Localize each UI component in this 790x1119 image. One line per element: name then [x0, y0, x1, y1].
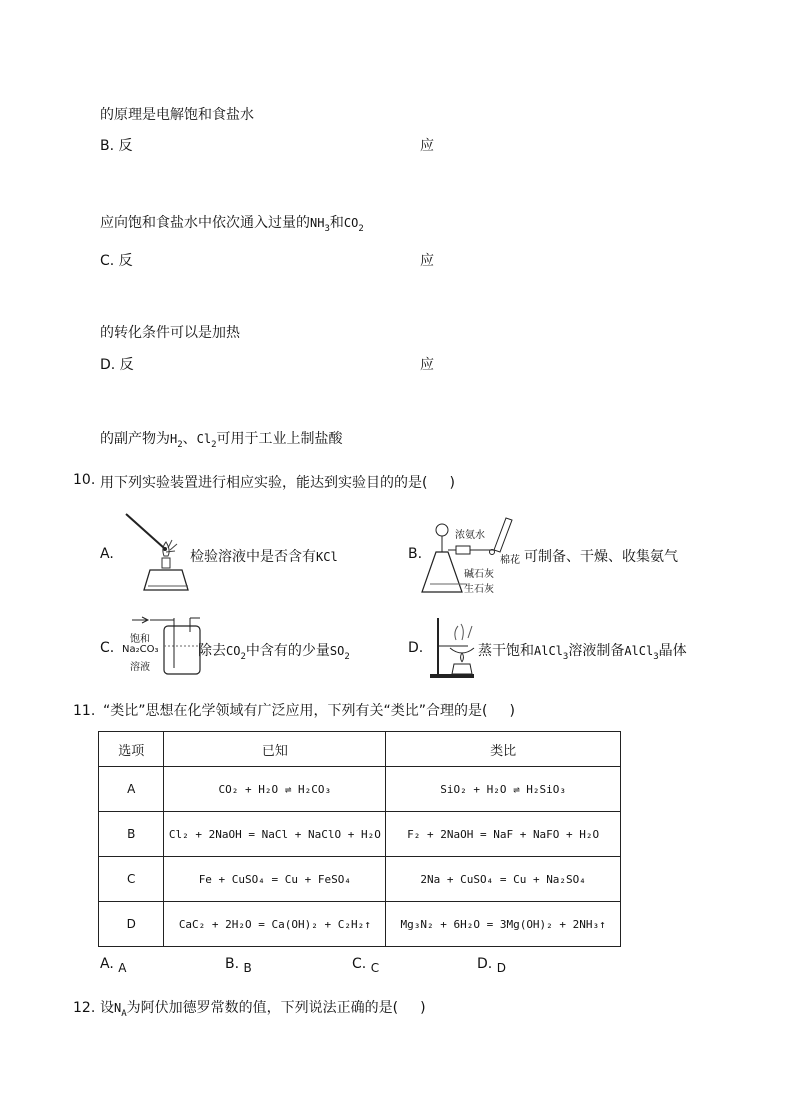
- label-soda-lime: 碱石灰: [464, 569, 494, 580]
- table-row: [99, 857, 621, 902]
- q10-option-a-text: 检验溶液中是否含有KCl: [190, 549, 338, 565]
- q12-number: 12.: [73, 1000, 96, 1016]
- row-option: C: [99, 857, 164, 902]
- q9-option-c-right: 应: [420, 253, 434, 269]
- row-known-equation: CaC₂ + 2H₂O = Ca(OH)₂ + C₂H₂↑: [164, 902, 386, 947]
- q11-stem: “类比”思想在化学领域有广泛应用，下列有关“类比”合理的是( ): [103, 703, 515, 719]
- header-known: 已知: [164, 732, 386, 767]
- q9-option-b-tail: [100, 212, 364, 234]
- formula-cl2: $Cl_2$: [196, 432, 217, 450]
- label-cotton: 棉花: [500, 555, 520, 566]
- text: 和: [329, 215, 344, 231]
- formula-co2: $CO_2$: [343, 216, 364, 234]
- q9-option-b-right: 应: [420, 138, 434, 154]
- label-concentrated-ammonia: 浓氨水: [455, 530, 485, 541]
- row-analog-equation: 2Na + CuSO₄ = Cu + Na₂SO₄: [386, 857, 621, 902]
- q10-option-a-label: A.: [100, 546, 114, 562]
- q10-option-d-text: 蒸干饱和AlCl$_3$溶液制备AlCl$_3$晶体: [478, 643, 687, 662]
- q9-option-d-label: D. 反: [100, 357, 134, 373]
- formula-h2: $H_2$: [170, 432, 183, 450]
- row-known-equation: CO₂ + H₂O ⇌ H₂CO₃: [164, 767, 386, 812]
- q9-option-a-tail: 的原理是电解饱和食盐水: [100, 107, 254, 123]
- text: 应向饱和食盐水中依次通入过量的: [100, 215, 310, 231]
- table-header-row: [99, 732, 621, 767]
- q11-choice-d: D. D: [477, 956, 506, 975]
- q10-number: 10.: [73, 472, 96, 488]
- formula-nh3: $NH_3$: [310, 216, 330, 234]
- header-analogy: 类比: [386, 732, 621, 767]
- label-sodium-carbonate: Na₂CO₃: [122, 644, 159, 655]
- q10-option-b-label: B.: [408, 546, 423, 562]
- q10-stem: 用下列实验装置进行相应实验，能达到实验目的的是( ): [100, 475, 455, 491]
- row-option: B: [99, 812, 164, 857]
- row-known-equation: Fe + CuSO₄ = Cu + FeSO₄: [164, 857, 386, 902]
- evaporation-apparatus-diagram: [428, 612, 478, 682]
- q10-option-d-label: D.: [408, 640, 424, 656]
- q11-choice-a: A. A: [100, 956, 127, 975]
- q12-stem: 设$N_A$为阿伏加德罗常数的值，下列说法正确的是( ): [100, 1000, 426, 1019]
- q11-choice-b: B. B: [225, 956, 252, 975]
- q10-option-b-text: 可制备、干燥、收集氨气: [524, 549, 678, 565]
- q10-option-c-label: C.: [100, 640, 115, 656]
- q9-option-c-tail: 的转化条件可以是加热: [100, 325, 240, 341]
- q9-option-d-right: 应: [420, 357, 434, 373]
- analogy-table: [98, 731, 621, 947]
- table-row: [99, 767, 621, 812]
- q9-option-d-tail: 的副产物为$H_2$、$Cl_2$可用于工业上制盐酸: [100, 431, 343, 450]
- row-known-equation: Cl₂ + 2NaOH = NaCl + NaClO + H₂O: [164, 812, 386, 857]
- row-analog-equation: F₂ + 2NaOH = NaF + NaFO + H₂O: [386, 812, 621, 857]
- table-row: [99, 812, 621, 857]
- q9-option-b-label: B. 反: [100, 138, 133, 154]
- row-analog-equation: Mg₃N₂ + 6H₂O = 3Mg(OH)₂ + 2NH₃↑: [386, 902, 621, 947]
- row-analog-equation: SiO₂ + H₂O ⇌ H₂SiO₃: [386, 767, 621, 812]
- label-saturated: 饱和: [130, 634, 150, 645]
- q11-choice-c: C. C: [352, 956, 380, 975]
- q9-option-c-label: C. 反: [100, 253, 133, 269]
- label-solution: 溶液: [130, 662, 150, 673]
- header-option: 选项: [99, 732, 164, 767]
- q10-option-c-text: 除去$CO_2$中含有的少量$SO_2$: [198, 643, 350, 662]
- row-option: A: [99, 767, 164, 812]
- q11-number: 11.: [73, 703, 96, 719]
- label-quicklime: 生石灰: [464, 584, 494, 595]
- table-row: [99, 902, 621, 947]
- alcohol-lamp-flame-test-diagram: [120, 508, 190, 600]
- row-option: D: [99, 902, 164, 947]
